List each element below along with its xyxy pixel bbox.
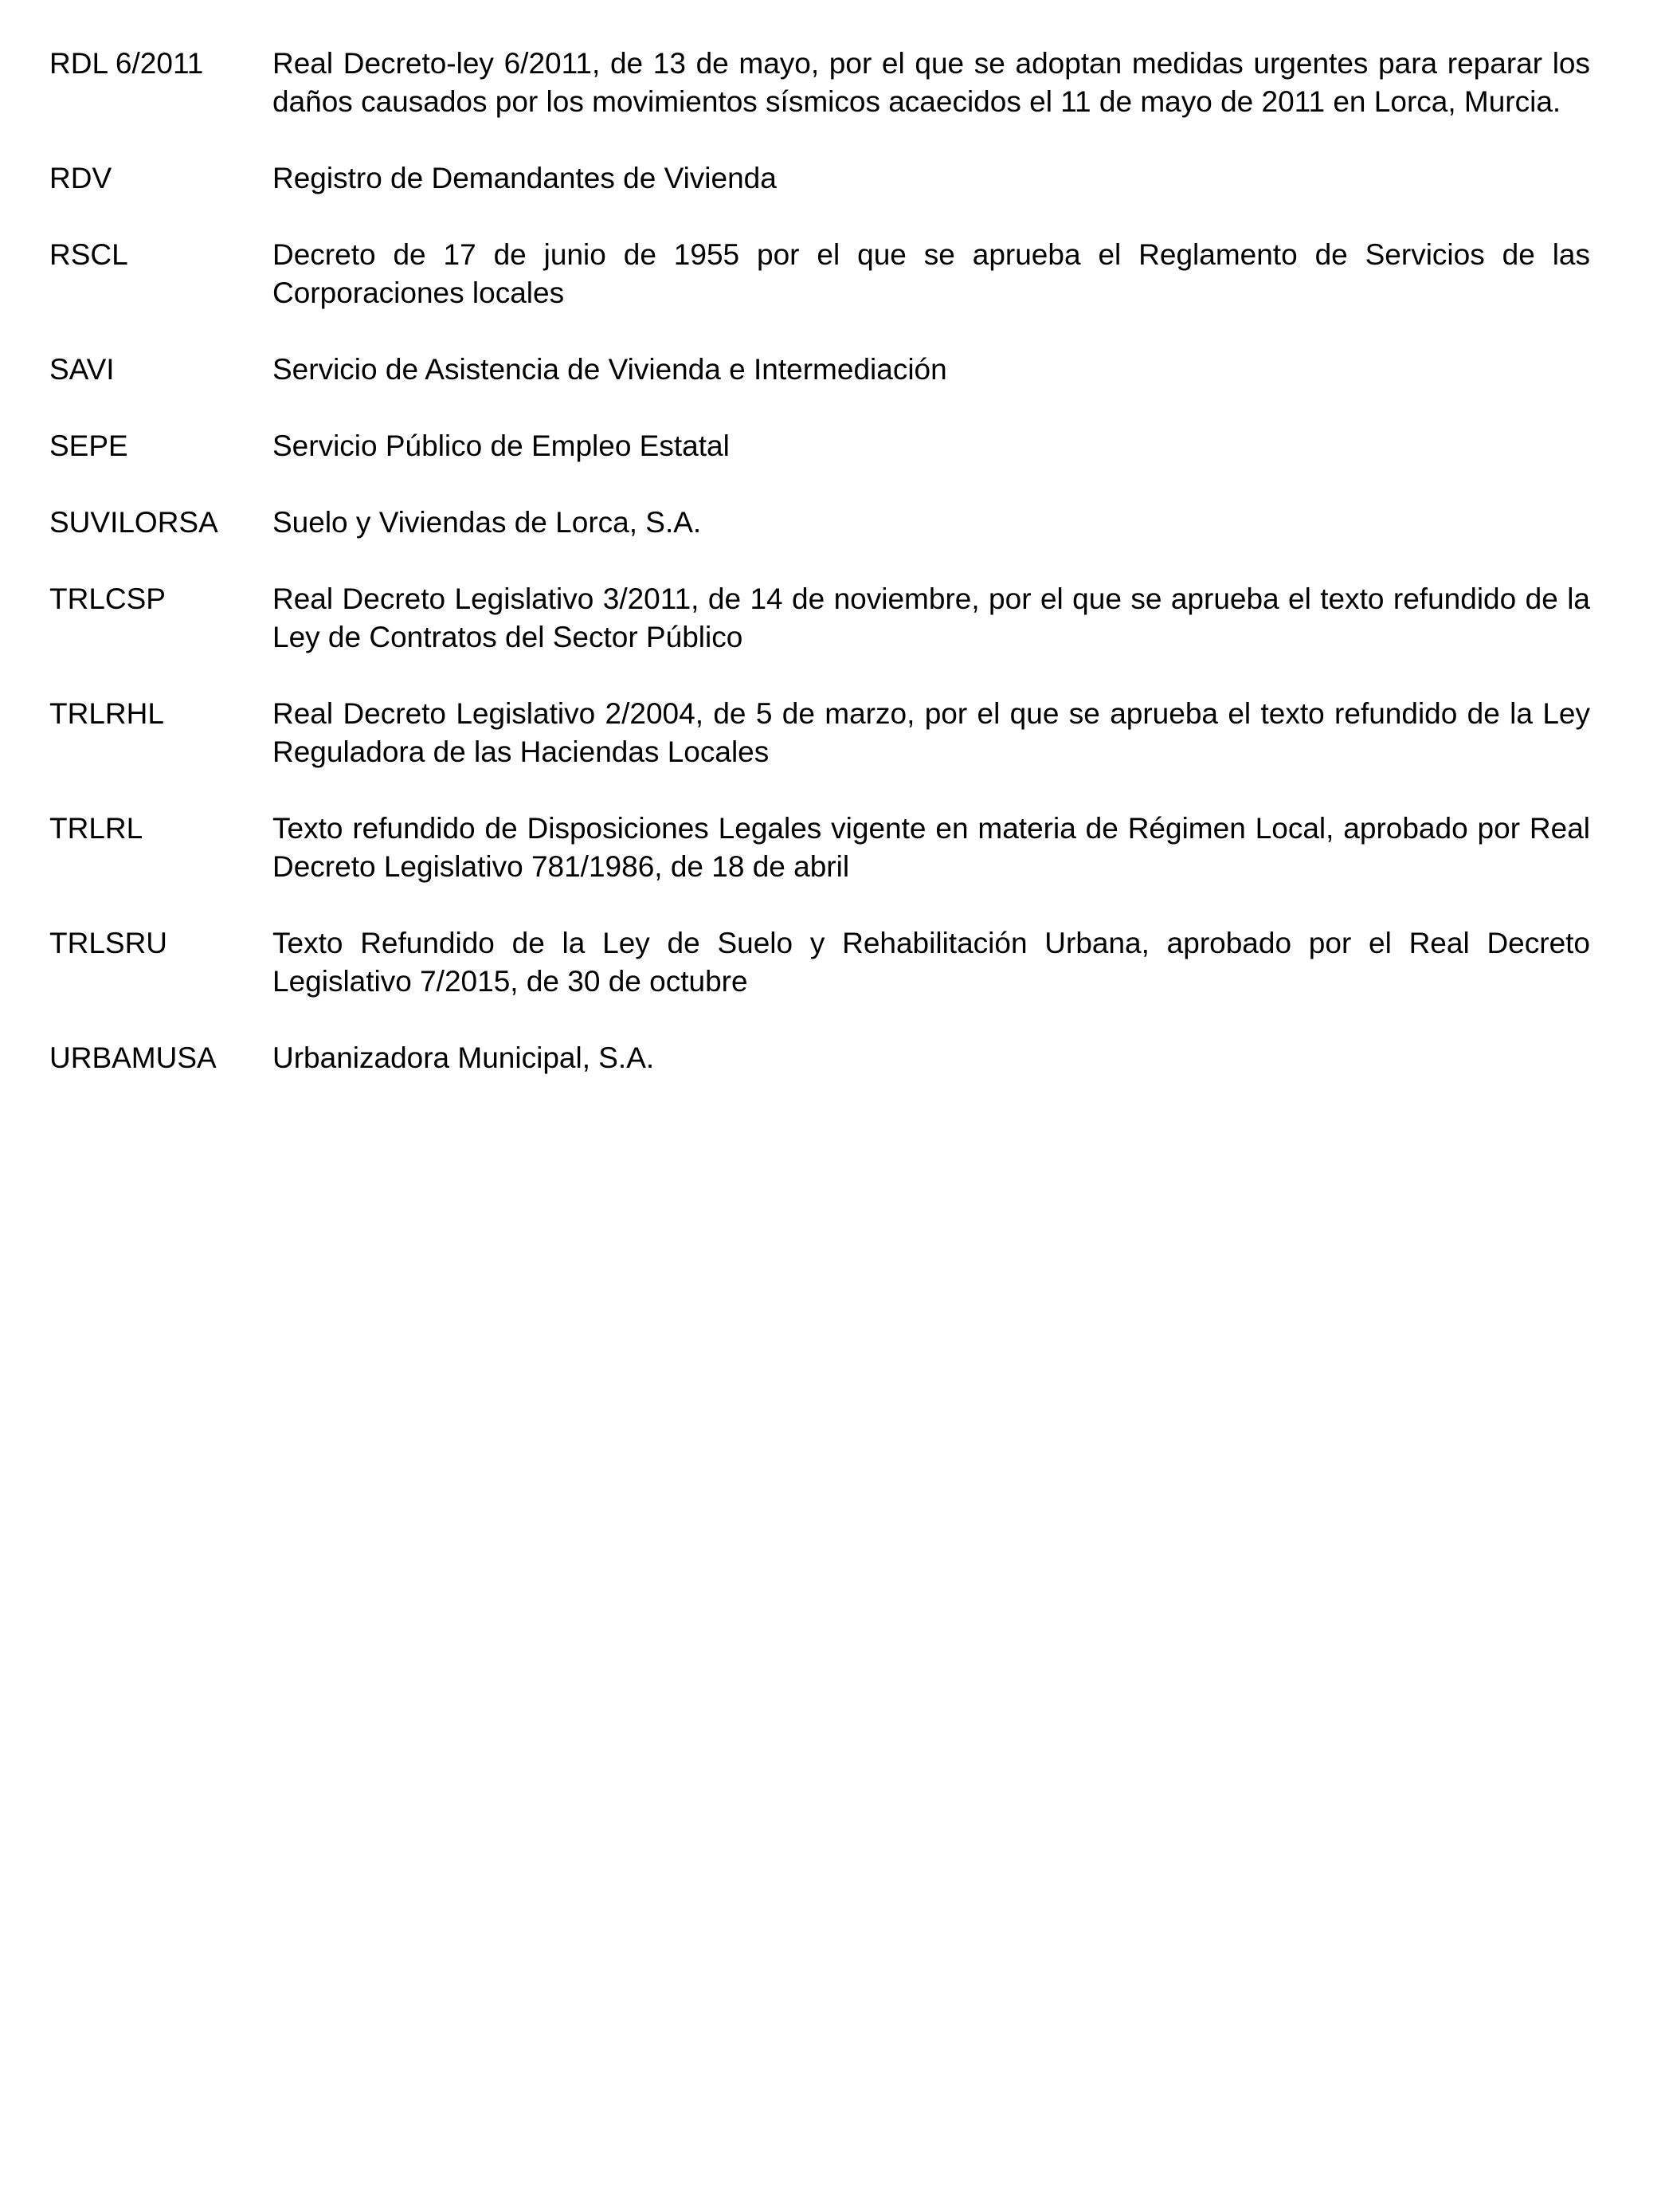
acronym-definition: Servicio Público de Empleo Estatal	[272, 429, 730, 462]
acronym-definition: Servicio de Asistencia de Vivienda e Intermediación	[272, 353, 947, 386]
acronym-term: SUVILORSA	[49, 506, 218, 539]
acronym-term: URBAMUSA	[49, 1041, 217, 1074]
list-item	[49, 924, 1590, 1001]
acronym-term: SAVI	[49, 353, 115, 386]
acronym-term: RDV	[49, 162, 112, 194]
list-item	[49, 159, 1590, 198]
acronym-definition: Texto refundido de Disposiciones Legales vigente en materia de Régimen Local, aprobado por Real Decreto Legislativo 781/1986, de 18 de abril	[272, 812, 1590, 883]
list-item	[49, 1039, 1590, 1077]
list-item	[49, 695, 1590, 771]
acronym-term: SEPE	[49, 429, 128, 462]
acronym-term: TRLRL	[49, 812, 143, 845]
acronym-term: RDL 6/2011	[49, 47, 204, 80]
abbreviations-list	[49, 45, 1590, 1116]
acronym-definition: Real Decreto-ley 6/2011, de 13 de mayo, por el que se adoptan medidas urgentes para reparar los daños causados por los movimientos sísmicos acaecidos el 11 de mayo de 2011 en Lorca, Murcia.	[272, 47, 1590, 118]
list-item	[49, 427, 1590, 465]
acronym-term: TRLRHL	[49, 697, 164, 730]
acronym-definition: Decreto de 17 de junio de 1955 por el que se aprueba el Reglamento de Servicios de las Corporaciones locales	[272, 238, 1590, 309]
list-item	[49, 236, 1590, 312]
acronym-definition: Real Decreto Legislativo 3/2011, de 14 de noviembre, por el que se aprueba el texto refundido de la Ley de Contratos del Sector Público	[272, 582, 1590, 653]
acronym-definition: Urbanizadora Municipal, S.A.	[272, 1041, 655, 1074]
list-item	[49, 580, 1590, 657]
list-item	[49, 351, 1590, 389]
acronym-term: TRLCSP	[49, 582, 166, 615]
list-item	[49, 504, 1590, 542]
acronym-definition: Real Decreto Legislativo 2/2004, de 5 de marzo, por el que se aprueba el texto refundido de la Ley Reguladora de las Haciendas Locales	[272, 697, 1590, 768]
acronym-term: TRLSRU	[49, 927, 168, 959]
acronym-definition: Registro de Demandantes de Vivienda	[272, 162, 777, 194]
list-item	[49, 810, 1590, 886]
acronym-definition: Texto Refundido de la Ley de Suelo y Rehabilitación Urbana, aprobado por el Real Decreto Legislativo 7/2015, de 30 de octubre	[272, 927, 1590, 998]
acronym-term: RSCL	[49, 238, 128, 271]
list-item	[49, 45, 1590, 121]
acronym-definition: Suelo y Viviendas de Lorca, S.A.	[272, 506, 702, 539]
